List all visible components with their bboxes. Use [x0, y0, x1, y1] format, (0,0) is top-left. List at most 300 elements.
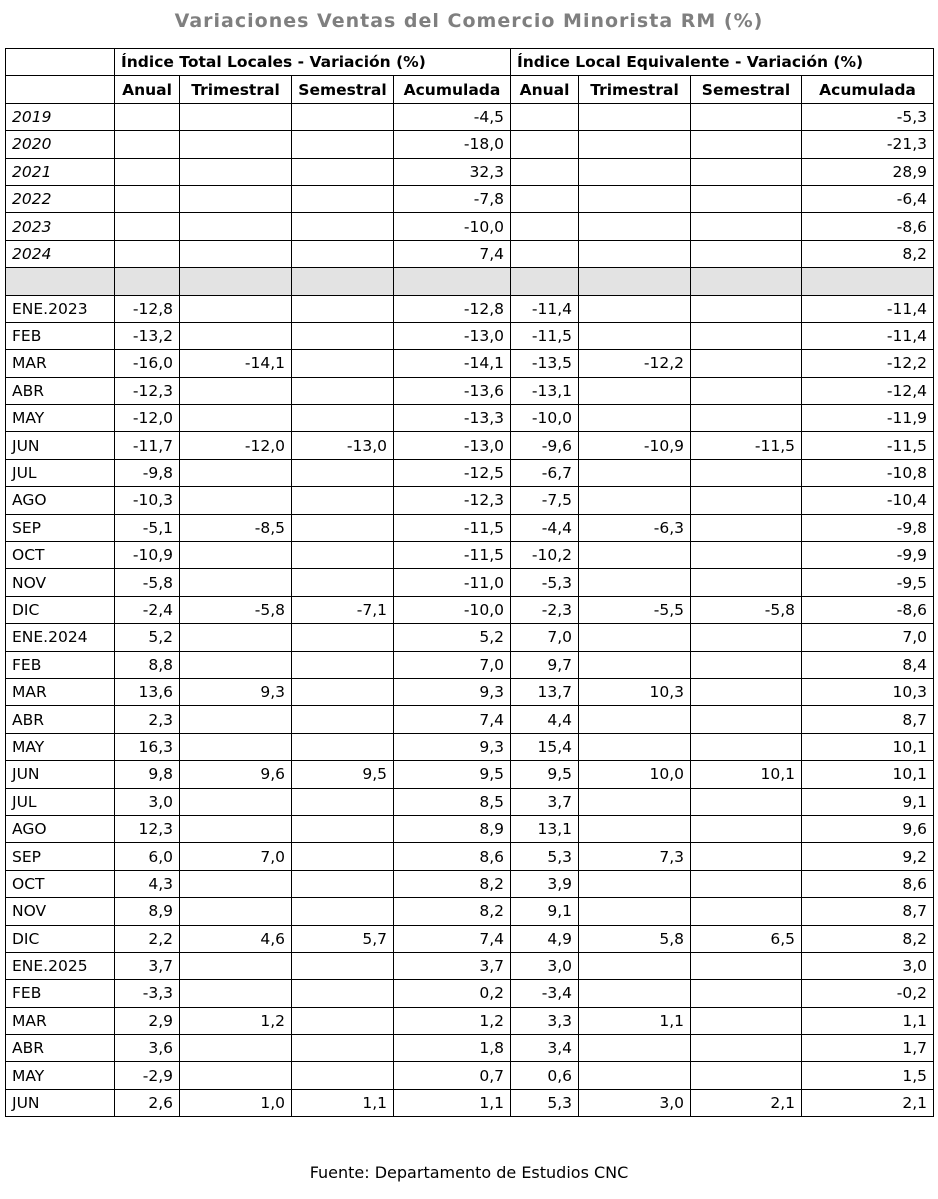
- value-cell: -2,4: [115, 596, 180, 623]
- month-row: [6, 542, 934, 569]
- value-cell: -10,9: [579, 432, 691, 459]
- value-cell: -11,5: [394, 542, 511, 569]
- value-cell: -5,5: [579, 596, 691, 623]
- value-cell: 2,1: [802, 1089, 934, 1116]
- value-cell: 5,3: [511, 843, 579, 870]
- value-cell: [511, 103, 579, 130]
- value-cell: [691, 240, 802, 267]
- value-cell: [115, 158, 180, 185]
- value-cell: -12,2: [802, 350, 934, 377]
- value-cell: [180, 733, 292, 760]
- value-cell: 16,3: [115, 733, 180, 760]
- separator-cell: [292, 268, 394, 295]
- separator-cell: [394, 268, 511, 295]
- value-cell: -9,6: [511, 432, 579, 459]
- value-cell: [115, 131, 180, 158]
- value-cell: [691, 1035, 802, 1062]
- corner-cell: [6, 49, 115, 76]
- value-cell: 8,2: [394, 870, 511, 897]
- value-cell: 10,1: [802, 733, 934, 760]
- value-cell: 9,3: [394, 733, 511, 760]
- value-cell: 9,5: [394, 761, 511, 788]
- value-cell: -5,8: [180, 596, 292, 623]
- value-cell: [511, 185, 579, 212]
- value-cell: -3,3: [115, 980, 180, 1007]
- value-cell: [180, 980, 292, 1007]
- month-row: [6, 1089, 934, 1116]
- month-row: [6, 898, 934, 925]
- row-label: ENE.2025: [6, 952, 115, 979]
- value-cell: -13,1: [511, 377, 579, 404]
- row-label: 2020: [6, 131, 115, 158]
- value-cell: 8,8: [115, 651, 180, 678]
- value-cell: -12,3: [115, 377, 180, 404]
- value-cell: [292, 213, 394, 240]
- value-cell: 8,6: [802, 870, 934, 897]
- value-cell: 3,7: [115, 952, 180, 979]
- value-cell: 7,4: [394, 240, 511, 267]
- value-cell: [691, 213, 802, 240]
- column-header: Semestral: [691, 76, 802, 103]
- value-cell: [180, 898, 292, 925]
- source-note: Fuente: Departamento de Estudios CNC: [309, 1163, 629, 1182]
- value-cell: 9,5: [511, 761, 579, 788]
- month-row: [6, 1035, 934, 1062]
- value-cell: -10,3: [115, 487, 180, 514]
- row-label: 2024: [6, 240, 115, 267]
- value-cell: [292, 1007, 394, 1034]
- value-cell: [579, 980, 691, 1007]
- value-cell: 9,7: [511, 651, 579, 678]
- month-row: [6, 350, 934, 377]
- value-cell: [180, 377, 292, 404]
- value-cell: [292, 569, 394, 596]
- value-cell: [180, 870, 292, 897]
- value-cell: [292, 240, 394, 267]
- value-cell: -11,4: [802, 322, 934, 349]
- value-cell: 0,6: [511, 1062, 579, 1089]
- value-cell: 1,0: [180, 1089, 292, 1116]
- separator-cell: [691, 268, 802, 295]
- value-cell: [292, 706, 394, 733]
- value-cell: -8,6: [802, 213, 934, 240]
- month-row: [6, 569, 934, 596]
- value-cell: -6,7: [511, 459, 579, 486]
- value-cell: 8,9: [394, 815, 511, 842]
- value-cell: [115, 240, 180, 267]
- value-cell: 1,1: [394, 1089, 511, 1116]
- value-cell: [691, 158, 802, 185]
- value-cell: -12,3: [394, 487, 511, 514]
- value-cell: -5,8: [115, 569, 180, 596]
- value-cell: [180, 185, 292, 212]
- value-cell: [180, 240, 292, 267]
- value-cell: 8,4: [802, 651, 934, 678]
- value-cell: 10,0: [579, 761, 691, 788]
- month-row: [6, 487, 934, 514]
- value-cell: -11,4: [511, 295, 579, 322]
- value-cell: 2,3: [115, 706, 180, 733]
- value-cell: 3,4: [511, 1035, 579, 1062]
- value-cell: 10,1: [802, 761, 934, 788]
- value-cell: -9,5: [802, 569, 934, 596]
- value-cell: [292, 103, 394, 130]
- row-label: JUL: [6, 459, 115, 486]
- month-row: [6, 459, 934, 486]
- value-cell: -13,5: [511, 350, 579, 377]
- value-cell: -11,0: [394, 569, 511, 596]
- value-cell: -11,5: [511, 322, 579, 349]
- value-cell: [579, 103, 691, 130]
- month-row: [6, 432, 934, 459]
- value-cell: [691, 898, 802, 925]
- value-cell: [691, 1007, 802, 1034]
- value-cell: 5,2: [115, 624, 180, 651]
- month-row: [6, 651, 934, 678]
- value-cell: 1,8: [394, 1035, 511, 1062]
- value-cell: -12,4: [802, 377, 934, 404]
- value-cell: 3,3: [511, 1007, 579, 1034]
- value-cell: 9,3: [180, 678, 292, 705]
- value-cell: -4,4: [511, 514, 579, 541]
- value-cell: [292, 131, 394, 158]
- month-row: [6, 733, 934, 760]
- value-cell: -13,3: [394, 405, 511, 432]
- value-cell: [579, 569, 691, 596]
- value-cell: [691, 131, 802, 158]
- value-cell: -3,4: [511, 980, 579, 1007]
- value-cell: 7,0: [180, 843, 292, 870]
- value-cell: [691, 1062, 802, 1089]
- value-cell: [292, 405, 394, 432]
- value-cell: -14,1: [180, 350, 292, 377]
- value-cell: 10,3: [802, 678, 934, 705]
- value-cell: -6,3: [579, 514, 691, 541]
- value-cell: [511, 213, 579, 240]
- value-cell: 9,6: [802, 815, 934, 842]
- value-cell: [691, 185, 802, 212]
- value-cell: -12,8: [115, 295, 180, 322]
- value-cell: -0,2: [802, 980, 934, 1007]
- value-cell: -13,0: [292, 432, 394, 459]
- value-cell: [691, 952, 802, 979]
- value-cell: [691, 377, 802, 404]
- month-row: [6, 788, 934, 815]
- group-header-local-equivalente: Índice Local Equivalente - Variación (%): [511, 49, 934, 76]
- value-cell: [292, 542, 394, 569]
- value-cell: [579, 870, 691, 897]
- row-label: JUN: [6, 1089, 115, 1116]
- value-cell: -13,0: [394, 322, 511, 349]
- value-cell: 7,3: [579, 843, 691, 870]
- value-cell: [579, 322, 691, 349]
- value-cell: 3,7: [394, 952, 511, 979]
- value-cell: [292, 350, 394, 377]
- value-cell: [511, 158, 579, 185]
- value-cell: [180, 952, 292, 979]
- row-label: FEB: [6, 651, 115, 678]
- value-cell: -10,4: [802, 487, 934, 514]
- value-cell: 1,1: [802, 1007, 934, 1034]
- value-cell: 13,7: [511, 678, 579, 705]
- row-label: OCT: [6, 542, 115, 569]
- value-cell: [691, 487, 802, 514]
- row-label: MAR: [6, 1007, 115, 1034]
- value-cell: [579, 405, 691, 432]
- value-cell: [292, 678, 394, 705]
- month-row: [6, 980, 934, 1007]
- value-cell: [292, 1062, 394, 1089]
- month-row: [6, 295, 934, 322]
- value-cell: 8,7: [802, 706, 934, 733]
- value-cell: -10,2: [511, 542, 579, 569]
- value-cell: [292, 952, 394, 979]
- column-header: Acumulada: [394, 76, 511, 103]
- separator-cell: [511, 268, 579, 295]
- value-cell: 32,3: [394, 158, 511, 185]
- year-row: [6, 131, 934, 158]
- value-cell: 8,5: [394, 788, 511, 815]
- month-row: [6, 596, 934, 623]
- value-cell: 7,4: [394, 706, 511, 733]
- month-row: [6, 678, 934, 705]
- value-cell: 7,4: [394, 925, 511, 952]
- value-cell: -8,6: [802, 596, 934, 623]
- value-cell: 3,6: [115, 1035, 180, 1062]
- value-cell: [292, 322, 394, 349]
- row-label: FEB: [6, 980, 115, 1007]
- row-label: MAR: [6, 678, 115, 705]
- row-label: 2023: [6, 213, 115, 240]
- value-cell: 15,4: [511, 733, 579, 760]
- corner-cell: [6, 76, 115, 103]
- value-cell: [579, 898, 691, 925]
- value-cell: 4,9: [511, 925, 579, 952]
- value-cell: [579, 185, 691, 212]
- row-label: MAR: [6, 350, 115, 377]
- value-cell: 4,3: [115, 870, 180, 897]
- value-cell: -9,8: [115, 459, 180, 486]
- column-header: Semestral: [292, 76, 394, 103]
- value-cell: [180, 131, 292, 158]
- value-cell: [691, 514, 802, 541]
- value-cell: 9,3: [394, 678, 511, 705]
- value-cell: [115, 103, 180, 130]
- year-row: [6, 103, 934, 130]
- value-cell: 3,0: [115, 788, 180, 815]
- value-cell: 13,1: [511, 815, 579, 842]
- value-cell: -10,8: [802, 459, 934, 486]
- value-cell: -7,5: [511, 487, 579, 514]
- value-cell: 3,7: [511, 788, 579, 815]
- value-cell: -12,5: [394, 459, 511, 486]
- year-row: [6, 240, 934, 267]
- value-cell: [579, 158, 691, 185]
- group-header-total-locales: Índice Total Locales - Variación (%): [115, 49, 511, 76]
- value-cell: -8,5: [180, 514, 292, 541]
- value-cell: [579, 295, 691, 322]
- value-cell: -21,3: [802, 131, 934, 158]
- column-header: Trimestral: [180, 76, 292, 103]
- month-row: [6, 952, 934, 979]
- value-cell: -5,3: [802, 103, 934, 130]
- year-row: [6, 213, 934, 240]
- month-row: [6, 1007, 934, 1034]
- group-header-row: [6, 49, 934, 76]
- value-cell: 1,2: [180, 1007, 292, 1034]
- value-cell: 1,5: [802, 1062, 934, 1089]
- value-cell: 8,6: [394, 843, 511, 870]
- value-cell: 9,1: [802, 788, 934, 815]
- value-cell: -5,3: [511, 569, 579, 596]
- row-label: ENE.2024: [6, 624, 115, 651]
- value-cell: -12,0: [115, 405, 180, 432]
- value-cell: 9,5: [292, 761, 394, 788]
- month-row: [6, 925, 934, 952]
- value-cell: [691, 706, 802, 733]
- value-cell: 7,0: [802, 624, 934, 651]
- value-cell: [115, 213, 180, 240]
- month-row: [6, 405, 934, 432]
- value-cell: -11,4: [802, 295, 934, 322]
- value-cell: [691, 624, 802, 651]
- month-row: [6, 624, 934, 651]
- value-cell: [180, 569, 292, 596]
- value-cell: 5,3: [511, 1089, 579, 1116]
- value-cell: [579, 815, 691, 842]
- value-cell: -13,0: [394, 432, 511, 459]
- value-cell: [292, 733, 394, 760]
- year-row: [6, 185, 934, 212]
- row-label: 2022: [6, 185, 115, 212]
- value-cell: -10,0: [511, 405, 579, 432]
- column-header: Trimestral: [579, 76, 691, 103]
- value-cell: [180, 542, 292, 569]
- separator-cell: [115, 268, 180, 295]
- value-cell: 13,6: [115, 678, 180, 705]
- value-cell: -9,8: [802, 514, 934, 541]
- row-label: JUN: [6, 432, 115, 459]
- value-cell: [579, 651, 691, 678]
- value-cell: [691, 405, 802, 432]
- value-cell: [180, 651, 292, 678]
- value-cell: [579, 487, 691, 514]
- value-cell: [180, 1035, 292, 1062]
- value-cell: [691, 678, 802, 705]
- value-cell: [292, 459, 394, 486]
- value-cell: 4,6: [180, 925, 292, 952]
- value-cell: [292, 487, 394, 514]
- row-label: ABR: [6, 706, 115, 733]
- value-cell: [115, 185, 180, 212]
- row-label: AGO: [6, 487, 115, 514]
- month-row: [6, 843, 934, 870]
- row-label: MAY: [6, 1062, 115, 1089]
- value-cell: 2,1: [691, 1089, 802, 1116]
- row-label: NOV: [6, 898, 115, 925]
- value-cell: [579, 952, 691, 979]
- value-cell: -18,0: [394, 131, 511, 158]
- value-cell: [579, 1062, 691, 1089]
- month-row: [6, 377, 934, 404]
- value-cell: [180, 405, 292, 432]
- value-cell: [579, 377, 691, 404]
- value-cell: -11,7: [115, 432, 180, 459]
- value-cell: [292, 898, 394, 925]
- value-cell: [579, 459, 691, 486]
- value-cell: 8,2: [802, 240, 934, 267]
- value-cell: -14,1: [394, 350, 511, 377]
- separator-cell: [180, 268, 292, 295]
- value-cell: 8,9: [115, 898, 180, 925]
- value-cell: 5,8: [579, 925, 691, 952]
- value-cell: 10,3: [579, 678, 691, 705]
- separator-cell: [579, 268, 691, 295]
- value-cell: -7,8: [394, 185, 511, 212]
- value-cell: 12,3: [115, 815, 180, 842]
- month-row: [6, 815, 934, 842]
- value-cell: 2,9: [115, 1007, 180, 1034]
- value-cell: 9,2: [802, 843, 934, 870]
- value-cell: -13,6: [394, 377, 511, 404]
- value-cell: -5,8: [691, 596, 802, 623]
- table-title: Variaciones Ventas del Comercio Minorista RM (%): [174, 10, 764, 32]
- row-label: JUL: [6, 788, 115, 815]
- value-cell: -2,3: [511, 596, 579, 623]
- value-cell: [180, 487, 292, 514]
- value-cell: -2,9: [115, 1062, 180, 1089]
- value-cell: [511, 240, 579, 267]
- value-cell: [292, 295, 394, 322]
- row-label: SEP: [6, 843, 115, 870]
- value-cell: [292, 843, 394, 870]
- value-cell: [292, 185, 394, 212]
- row-label: MAY: [6, 733, 115, 760]
- value-cell: [292, 815, 394, 842]
- value-cell: [691, 651, 802, 678]
- value-cell: 8,2: [802, 925, 934, 952]
- value-cell: [691, 569, 802, 596]
- value-cell: [691, 350, 802, 377]
- month-row: [6, 706, 934, 733]
- value-cell: [292, 980, 394, 1007]
- value-cell: [691, 542, 802, 569]
- value-cell: [180, 322, 292, 349]
- row-label: ABR: [6, 377, 115, 404]
- value-cell: -11,5: [691, 432, 802, 459]
- separator-row: [6, 268, 934, 295]
- value-cell: [180, 624, 292, 651]
- value-cell: -11,5: [394, 514, 511, 541]
- value-cell: [691, 815, 802, 842]
- value-cell: 2,6: [115, 1089, 180, 1116]
- separator-cell: [802, 268, 934, 295]
- column-header-row: [6, 76, 934, 103]
- row-label: DIC: [6, 925, 115, 952]
- month-row: [6, 514, 934, 541]
- value-cell: -4,5: [394, 103, 511, 130]
- value-cell: 0,2: [394, 980, 511, 1007]
- value-cell: [180, 158, 292, 185]
- value-cell: [579, 1035, 691, 1062]
- value-cell: [691, 295, 802, 322]
- value-cell: [691, 870, 802, 897]
- value-cell: [180, 815, 292, 842]
- value-cell: [691, 733, 802, 760]
- value-cell: 10,1: [691, 761, 802, 788]
- value-cell: [180, 1062, 292, 1089]
- value-cell: [579, 240, 691, 267]
